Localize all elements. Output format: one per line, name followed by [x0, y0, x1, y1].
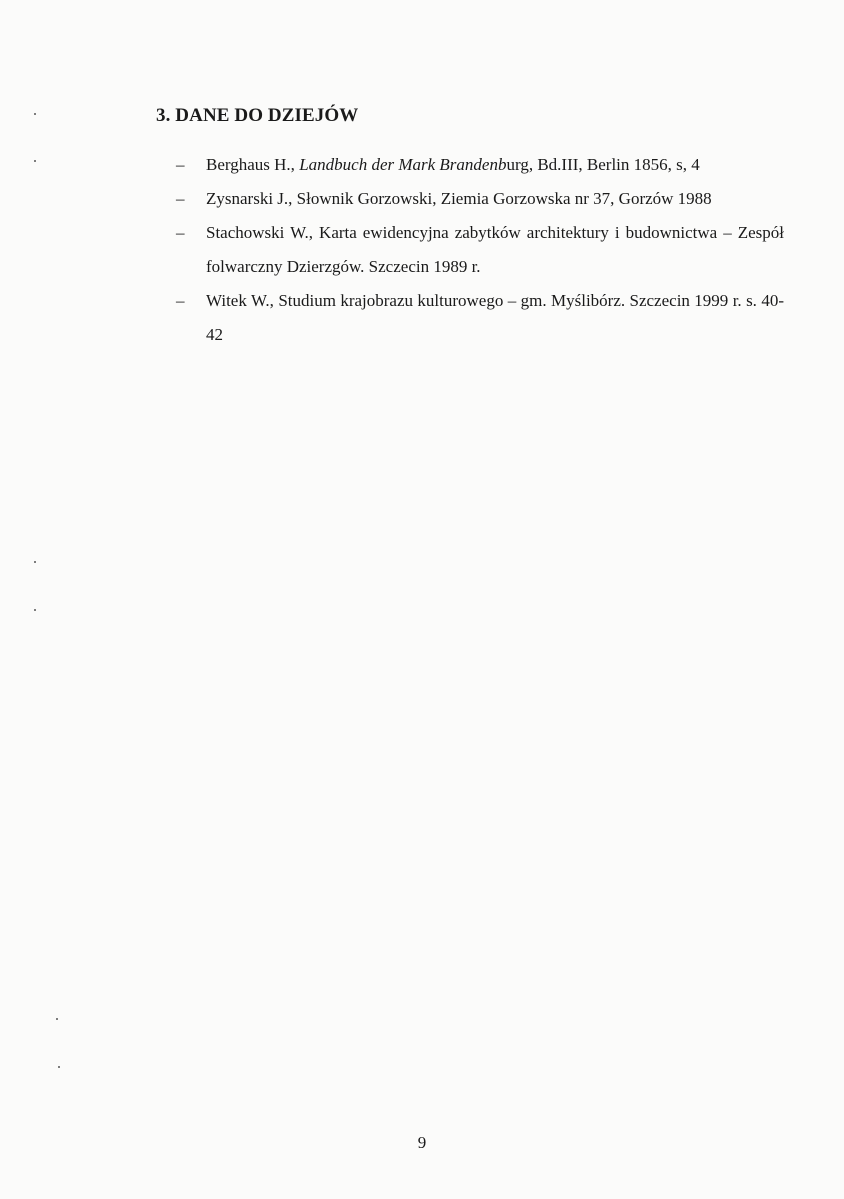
dash-bullet: –: [176, 223, 185, 242]
bibliography-item: [176, 216, 784, 284]
bibliography-item: [176, 148, 784, 182]
scan-speck: [34, 561, 36, 563]
reference-text: Stachowski W., Karta ewidencyjna zabytków architektury i budownictwa – Zespół folwarczny Dzierzgów. Szczecin 1989 r.: [206, 223, 784, 276]
reference-text: Berghaus H.,: [206, 155, 300, 174]
scan-speck: [34, 609, 36, 611]
bibliography-item: [176, 284, 784, 352]
section-heading: 3. DANE DO DZIEJÓW: [156, 105, 359, 126]
page-number: 9: [417, 1133, 427, 1152]
dash-bullet: –: [176, 155, 185, 174]
reference-text: Witek W., Studium krajobrazu kulturowego – gm. Myślibórz. Szczecin 1999 r. s. 40-42: [206, 291, 784, 344]
scan-speck: [56, 1018, 58, 1020]
dash-bullet: –: [176, 291, 185, 310]
scan-speck: [34, 113, 36, 115]
dash-bullet: –: [176, 189, 185, 208]
reference-text: Zysnarski J., Słownik Gorzowski, Ziemia Gorzowska nr 37, Gorzów 1988: [206, 189, 712, 208]
scan-speck: [58, 1066, 60, 1068]
bibliography-list: [176, 148, 784, 352]
bibliography-item: [176, 182, 784, 216]
scan-speck: [34, 160, 36, 162]
reference-title-italic: Landbuch der Mark Brandenb: [299, 155, 507, 174]
reference-text-tail: urg, Bd.III, Berlin 1856, s, 4: [506, 155, 700, 174]
